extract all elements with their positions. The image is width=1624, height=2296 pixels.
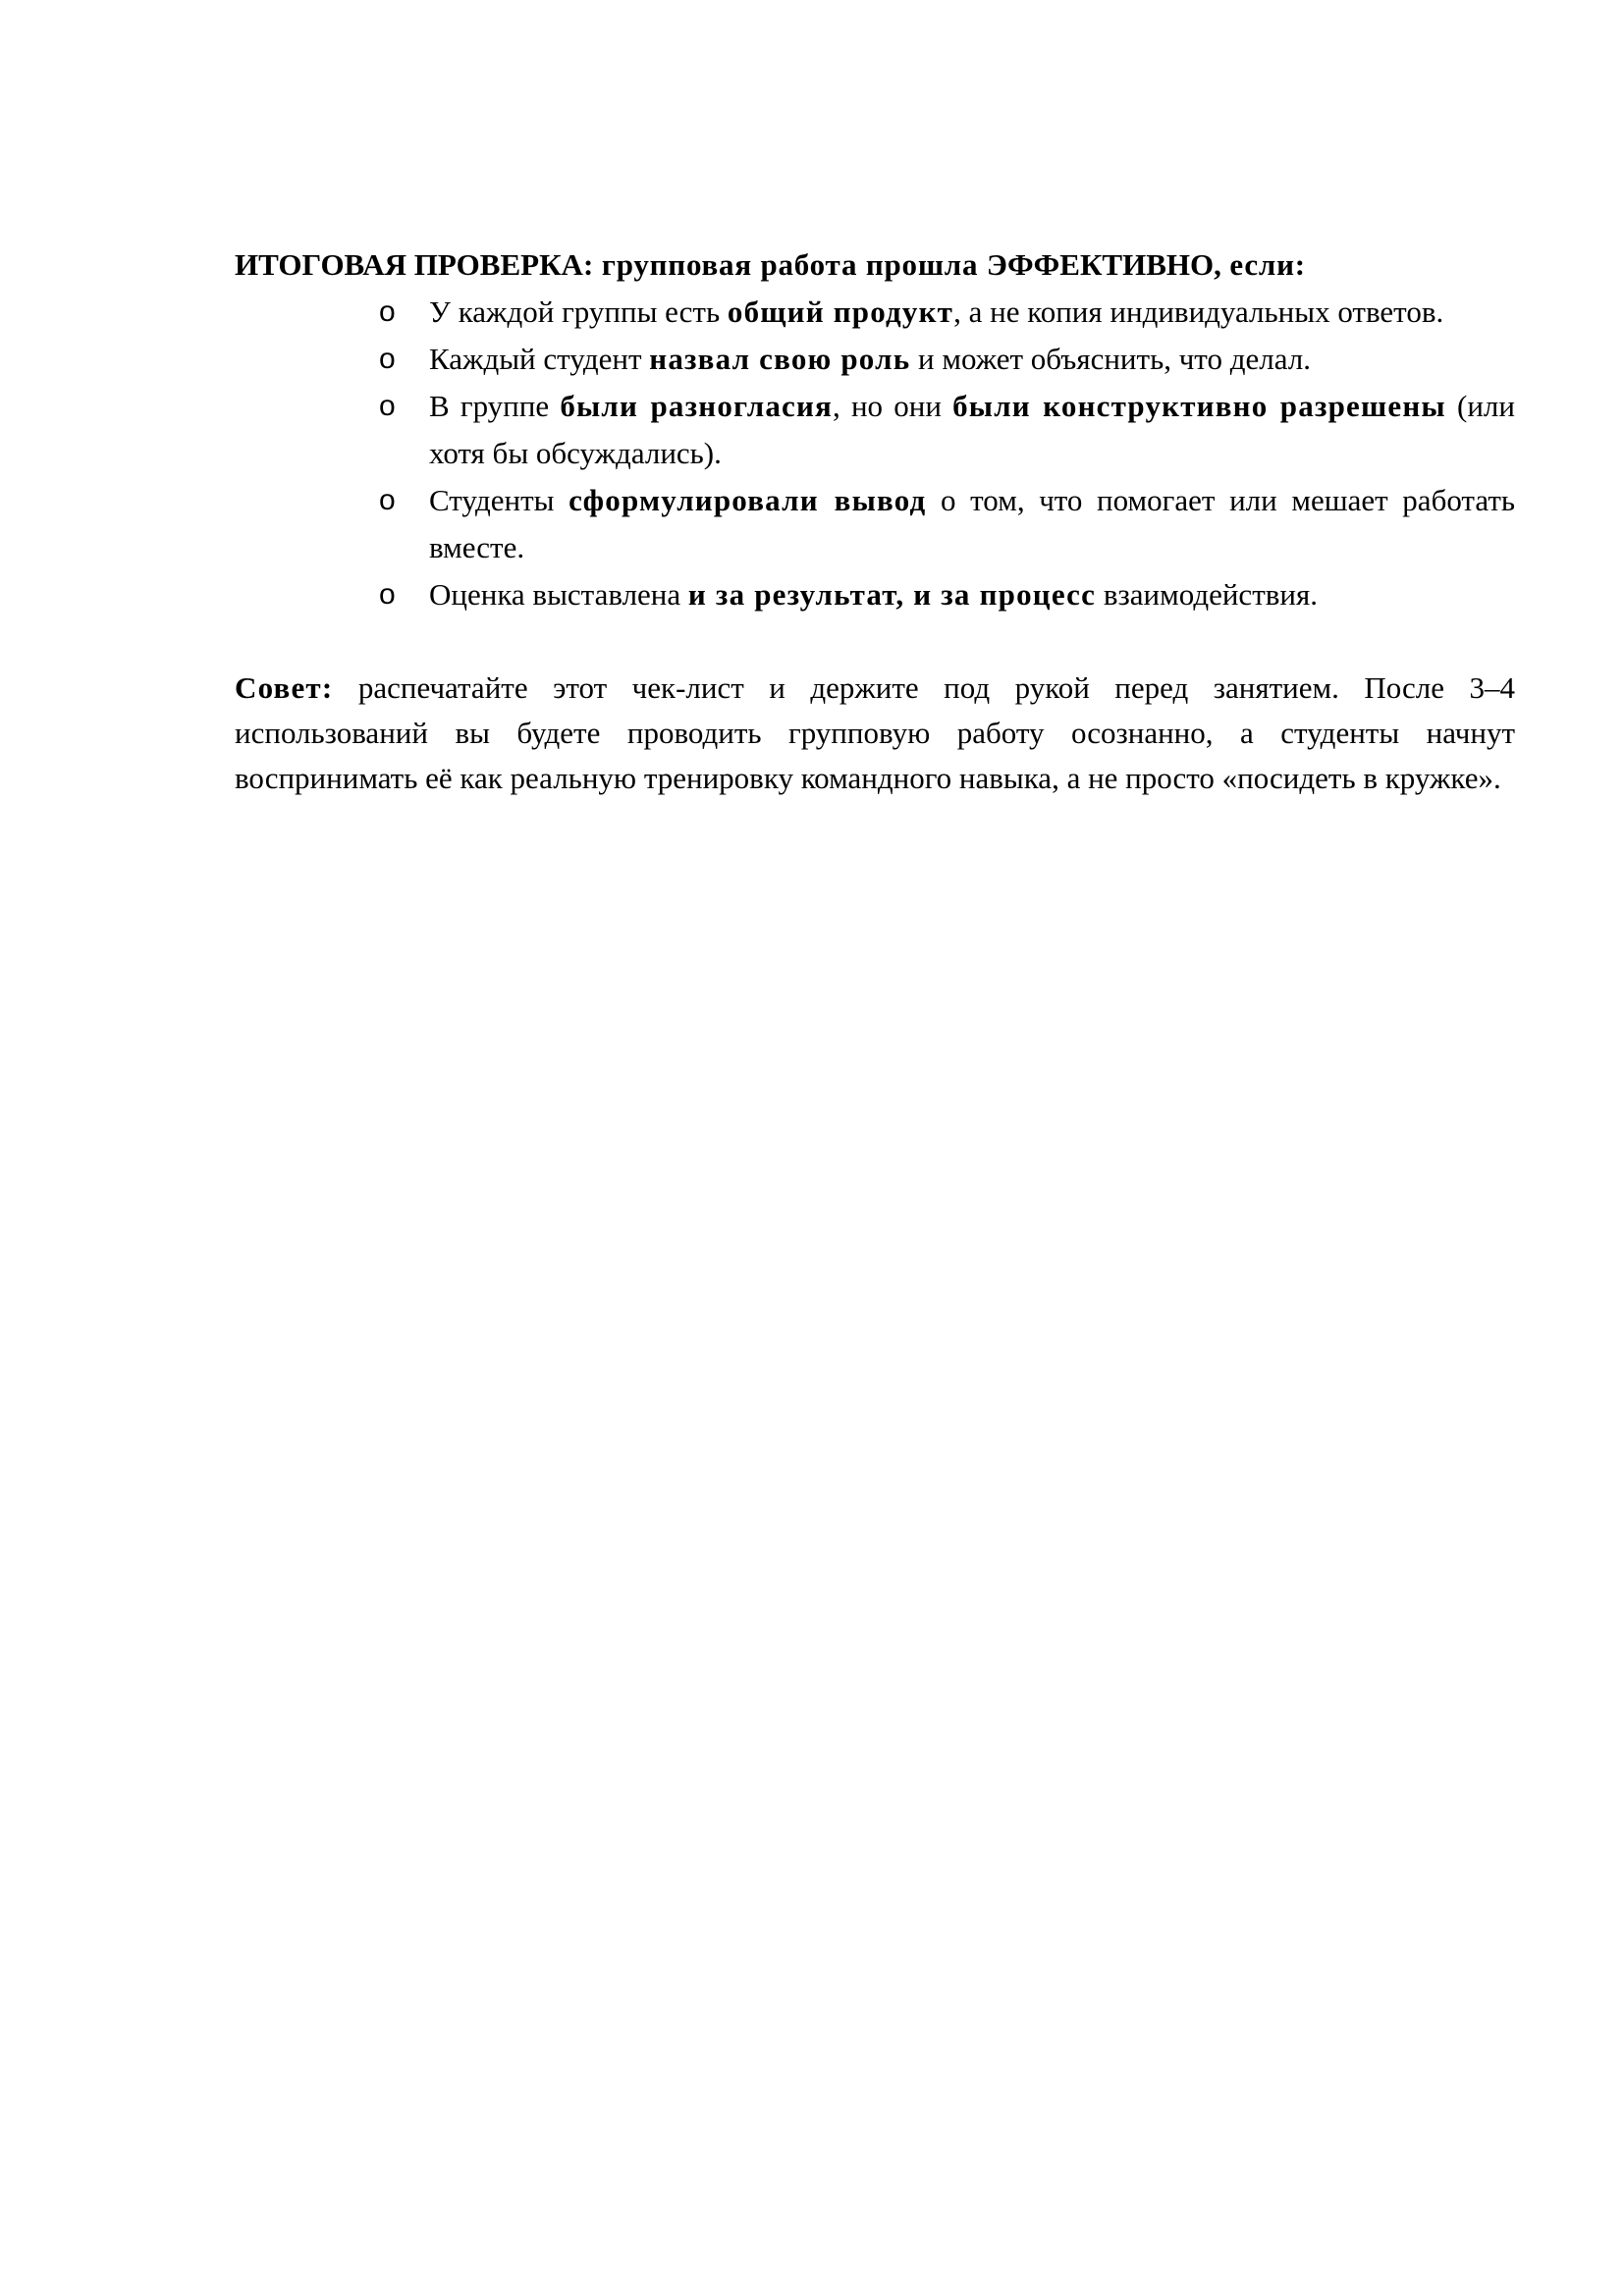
item-text: В группе (429, 389, 561, 423)
heading-text: групповая работа прошла (593, 247, 987, 282)
advice-paragraph (235, 666, 1515, 801)
list-item (235, 383, 1515, 477)
circle-bullet-icon: o (379, 484, 396, 516)
item-text: Студенты (429, 483, 569, 517)
list-item (235, 477, 1515, 571)
item-text: Оценка выставлена (429, 577, 688, 612)
item-text: о том, что помогает или мешает работать вместе. (429, 483, 1515, 564)
item-emphasis: общий продукт (727, 294, 954, 329)
advice-label: Совет: (235, 670, 334, 705)
item-text: У каждой группы есть (429, 294, 728, 329)
circle-bullet-icon: o (379, 390, 396, 422)
item-text: , но они (833, 389, 953, 423)
advice-text: распечатайте этот чек-лист и держите под рукой перед занятием. После 3–4 использований вы будете проводить групповую работу осознанно, а студенты начнут воспринимать её как реальную тренировку командного навыка, а не просто «посидеть в кружке». (235, 670, 1515, 795)
heading-condition: если: (1220, 247, 1306, 282)
item-emphasis: и за результат, и за процесс (687, 577, 1097, 612)
item-emphasis: сформулировали вывод (568, 483, 927, 517)
heading-emphasis: ЭФФЕКТИВНО, (986, 247, 1221, 282)
circle-bullet-icon: o (379, 295, 396, 328)
final-check-heading (235, 241, 1515, 289)
item-text: и может объяснить, что делал. (910, 342, 1311, 376)
list-item (235, 289, 1515, 336)
heading-title: ИТОГОВАЯ ПРОВЕРКА: (235, 247, 594, 282)
criteria-list (235, 289, 1515, 618)
circle-bullet-icon: o (379, 343, 396, 375)
item-text: , а не копия индивидуальных ответов. (953, 294, 1444, 329)
list-item (235, 571, 1515, 618)
item-emphasis: были конструктивно разрешены (952, 389, 1446, 423)
item-text: (или хотя бы обсуждались). (429, 389, 1515, 470)
circle-bullet-icon: o (379, 578, 396, 611)
item-emphasis: были разногласия (560, 389, 834, 423)
item-emphasis: назвал свою роль (649, 342, 911, 376)
item-text: взаимодействия. (1096, 577, 1318, 612)
list-item (235, 336, 1515, 383)
item-text: Каждый студент (429, 342, 650, 376)
page-content (235, 241, 1515, 801)
